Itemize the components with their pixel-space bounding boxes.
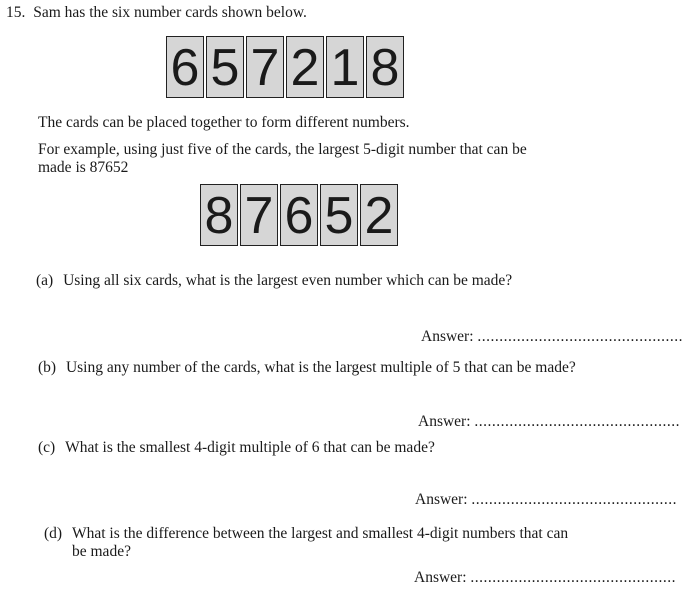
answer-label: Answer: [415,491,468,508]
number-card: 5 [206,36,244,98]
example-card: 2 [360,184,398,246]
number-card: 1 [326,36,364,98]
example-card: 6 [280,184,318,246]
part-d-text-line1: What is the difference between the largest and smallest 4-digit numbers that can [71,525,569,542]
part-b-answer[interactable] [418,413,680,431]
answer-line[interactable]: ............................................... [470,569,677,586]
part-d-answer[interactable] [414,569,676,587]
part-d-question [44,525,568,543]
number-card: 2 [286,36,324,98]
question-number: 15. [6,4,26,21]
answer-label: Answer: [421,328,474,345]
part-c-answer[interactable] [415,491,677,509]
part-b-text: Using any number of the cards, what is the largest multiple of 5 that can be made? [65,359,576,376]
part-c-question [38,439,435,457]
answer-label: Answer: [414,569,467,586]
example-card: 5 [320,184,358,246]
part-a-label: (a) [36,272,54,289]
answer-line[interactable]: ............................................... [471,491,678,508]
cards-explanation: The cards can be placed together to form different numbers. [38,114,410,131]
part-d-text-line2: be made? [72,543,131,560]
number-card: 8 [366,36,404,98]
number-cards [166,36,404,98]
example-cards [200,184,398,246]
number-card: 7 [246,36,284,98]
example-text-line1: For example, using just five of the cards, the largest 5-digit number that can be [38,141,527,158]
question-intro: Sam has the six number cards shown below. [33,4,307,21]
part-a-text: Using all six cards, what is the largest even number which can be made? [63,272,513,289]
question-header [6,4,307,22]
answer-line[interactable]: ............................................... [477,328,684,345]
example-text-line2: made is 87652 [38,159,129,176]
number-card: 6 [166,36,204,98]
example-card: 7 [240,184,278,246]
part-a-answer[interactable] [421,328,683,346]
part-c-text: What is the smallest 4-digit multiple of 6 that can be made? [65,439,435,456]
example-card: 8 [200,184,238,246]
part-d-label: (d) [44,525,63,542]
part-b-label: (b) [38,359,57,376]
answer-line[interactable]: ............................................... [474,413,681,430]
part-c-label: (c) [38,439,56,456]
answer-label: Answer: [418,413,471,430]
part-a-question [36,272,512,290]
part-b-question [38,359,576,377]
